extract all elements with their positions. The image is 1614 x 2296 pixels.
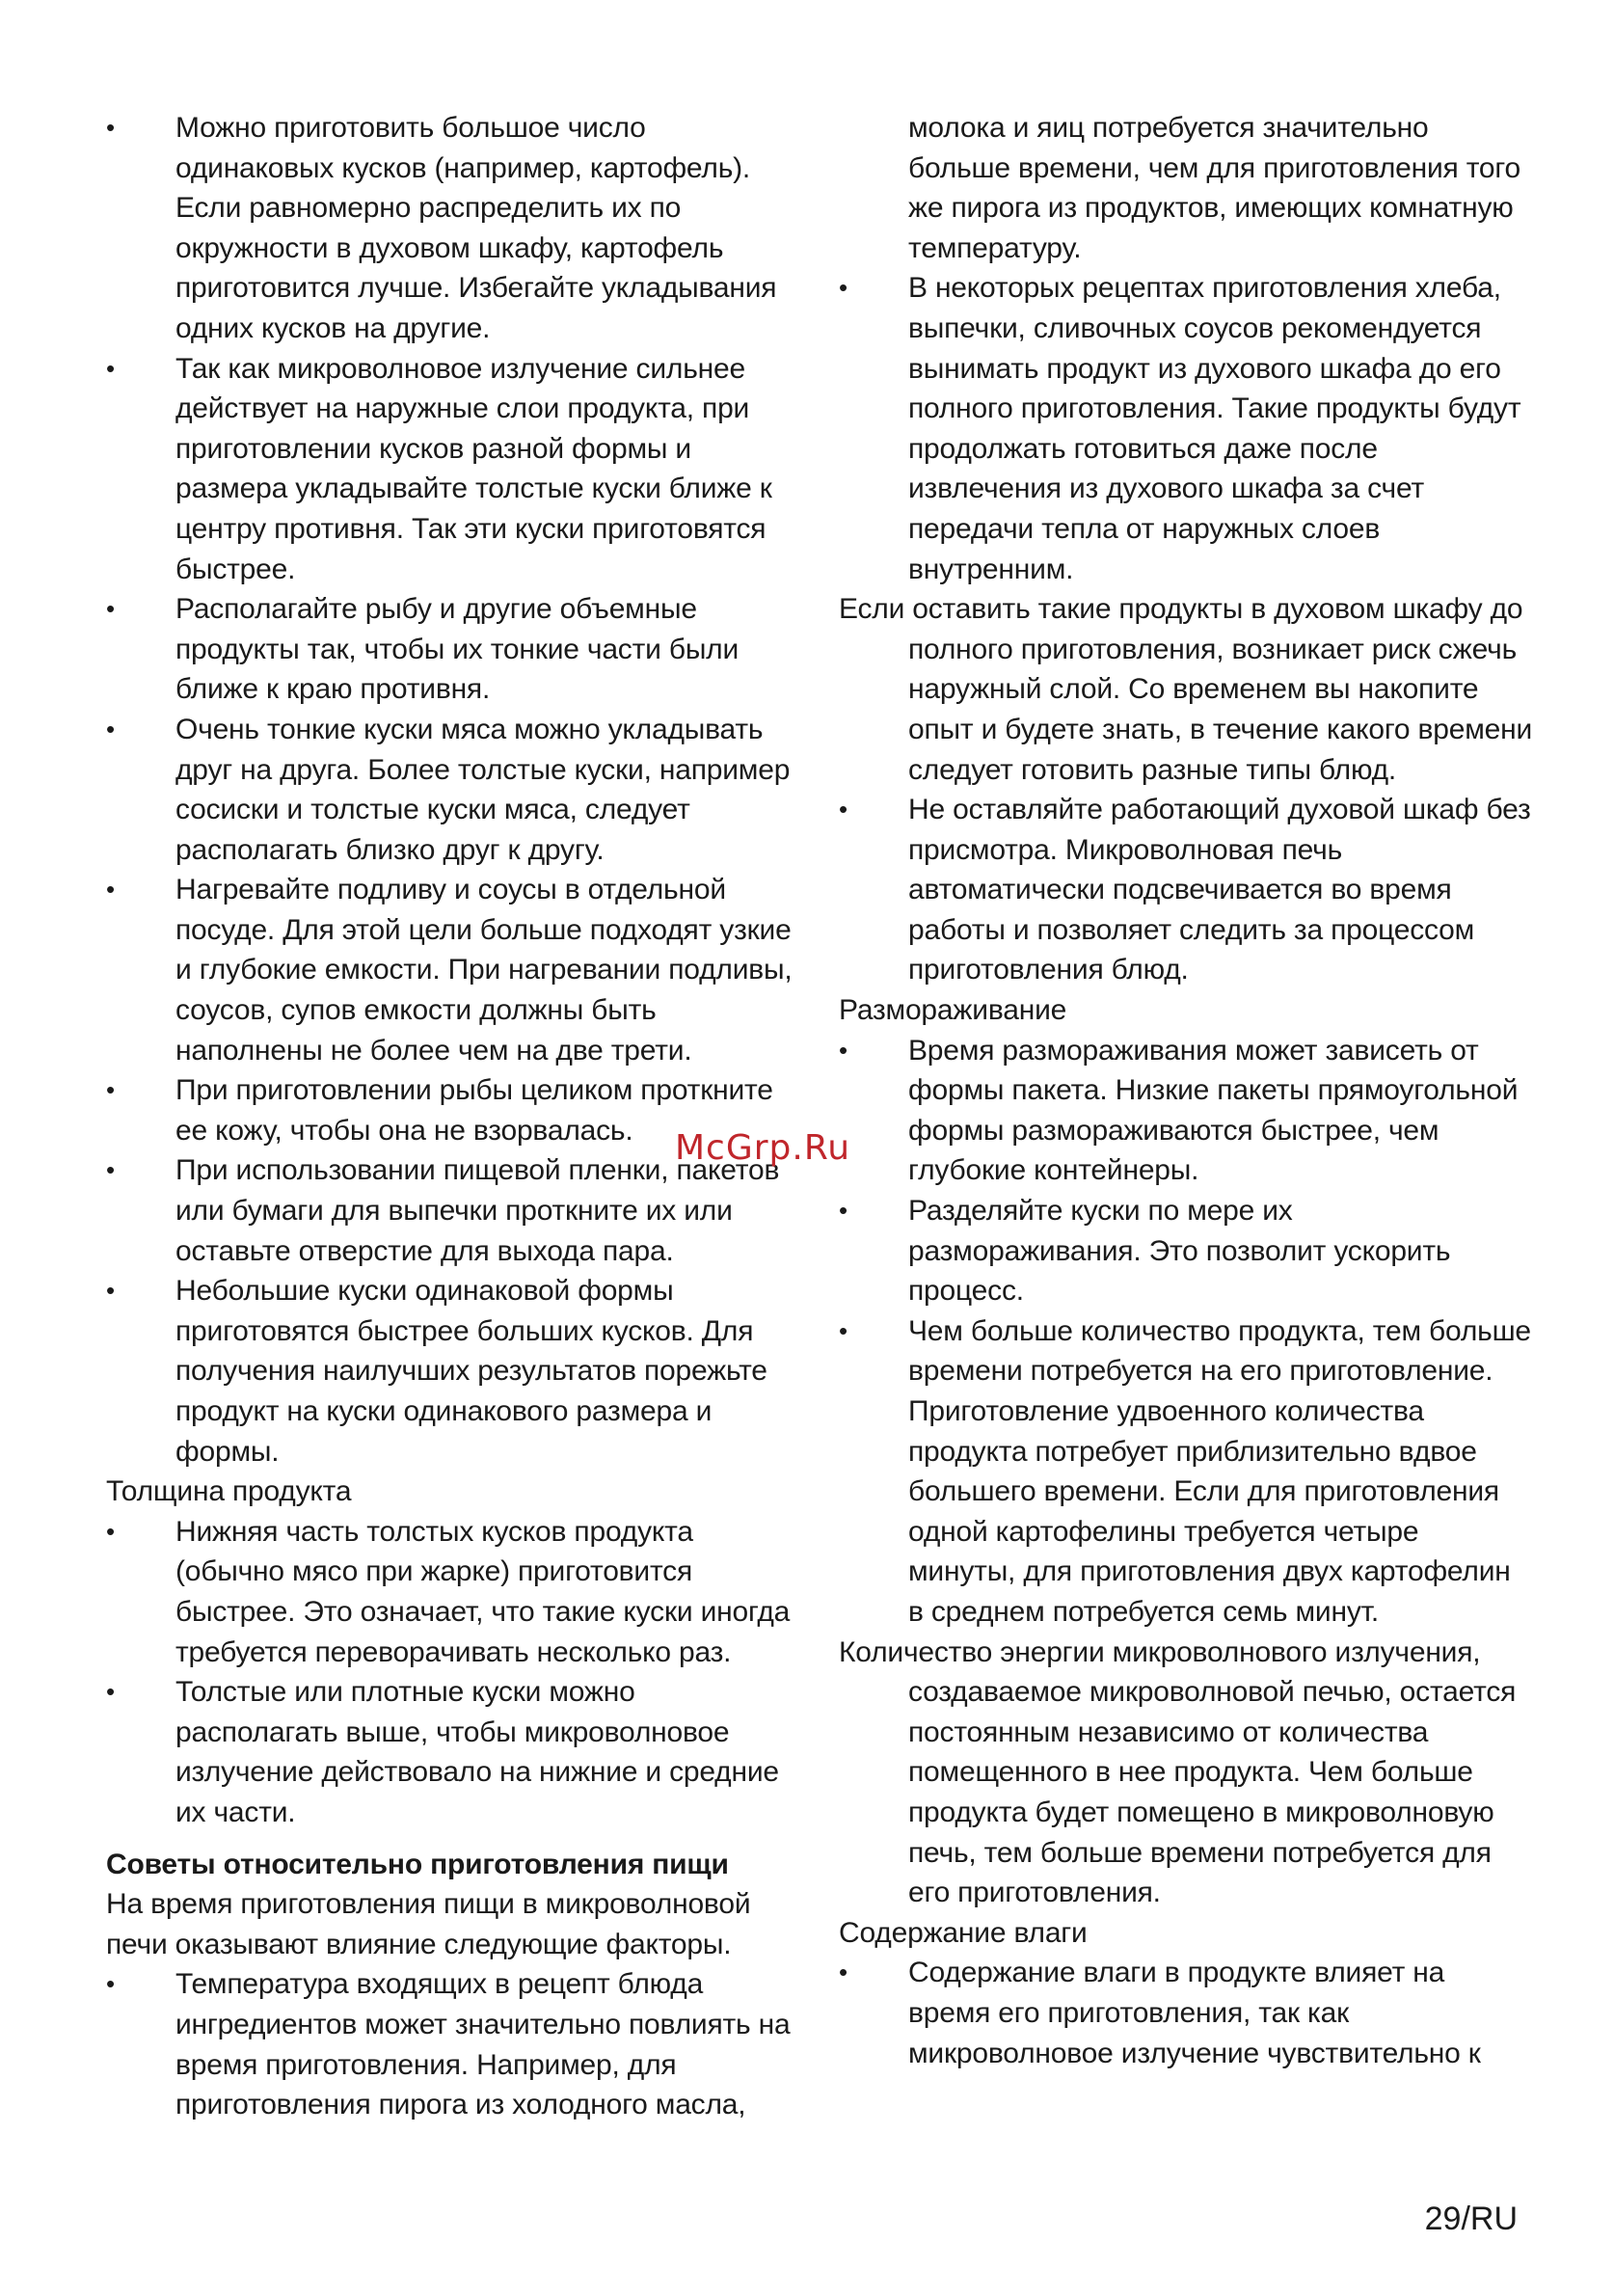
bullet-marker: • — [839, 1035, 847, 1065]
list-item-moisture — [839, 1953, 1533, 2073]
subheading-moisture: Содержание влаги — [839, 1916, 1088, 1949]
list-item-text: Температура входящих в рецепт блюда ингредиентов может значительно повлиять на время приготовления. Например, для приготовления пирога из холодного масла, — [175, 1968, 791, 2121]
bullet-marker: • — [106, 1969, 115, 1999]
list-item-text: Нижняя часть толстых кусков продукта (обычно мясо при жарке) приготовится быстрее. Это означает, что такие куски иногда требуется переворачивать несколько раз. — [175, 1515, 791, 1668]
list-item-text: Разделяйте куски по мере их размораживания. Это позволит ускорить процесс. — [908, 1195, 1451, 1308]
bullet-marker: • — [839, 795, 847, 824]
list-item-text: Чем больше количество продукта, тем больше времени потребуется на его приготовление. Приготовление удвоенного количества продукта потребует приблизительно вдвое большего времени. Если для приготовления одной картофелины требуется четыре минуты, для приготовления двух картофелин в среднем потребуется семь минут. — [908, 1314, 1531, 1628]
bullet-marker: • — [839, 1315, 847, 1345]
left-column — [106, 108, 800, 2125]
paragraph-energy: Количество энергии микроволнового излучения, создаваемое микроволновой печью, остается постоянным независимо от количества помещенного в нее продукта. Чем больше продукта будет помещено в микроволновую печь, тем больше времени потребуется для его приготовления. — [839, 1635, 1517, 1909]
bullet-marker: • — [839, 1196, 847, 1226]
list-item-text: Можно приготовить большое число одинаковых кусков (например, картофель). Если равномерно распределить их по окружности в духовом шкафу, картофель приготовится лучше. Избегайте укладывания одних кусков на другие. — [175, 112, 777, 344]
list-item — [839, 1311, 1533, 1633]
list-item — [106, 1271, 800, 1472]
list-item — [106, 710, 800, 870]
list-item-text: Располагайте рыбу и другие объемные продукты так, чтобы их тонкие части были ближе к краю противня. — [175, 593, 740, 706]
bullet-marker: • — [106, 113, 115, 142]
watermark-logo: McGrp.Ru — [675, 1128, 851, 1168]
list-item-text: Нагревайте подливу и соусы в отдельной посуде. Для этой цели больше подходят узкие и глубокие емкости. При нагревании подливы, соусов, супов емкости должны быть наполнены не более чем на две трети. — [175, 874, 793, 1067]
bullet-marker: • — [106, 353, 115, 383]
bullet-marker: • — [106, 875, 115, 905]
paragraph-risk: Если оставить такие продукты в духовом шкафу до полного приготовления, возникает риск сжечь наружный слой. Со временем вы накопите опыт и будете знать, в течение какого времени следует готовить разные типы блюд. — [839, 593, 1533, 786]
list-item-text: При приготовлении рыбы целиком проткните ее кожу, чтобы она не взорвалась. — [175, 1074, 773, 1147]
bullet-list-placement — [106, 108, 800, 1472]
list-item — [106, 870, 800, 1070]
subheading-defrost: Размораживание — [839, 994, 1067, 1027]
list-item — [106, 1512, 800, 1672]
list-item-text: Время размораживания может зависеть от формы пакета. Низкие пакеты прямоугольной формы размораживаются быстрее, чем глубокие контейнеры. — [908, 1034, 1519, 1187]
list-item — [106, 108, 800, 349]
right-column — [839, 108, 1533, 2073]
list-item — [106, 1672, 800, 1832]
bullet-marker: • — [106, 1075, 115, 1105]
list-item-temperature — [106, 1964, 800, 2124]
bullet-list-thickness — [106, 1512, 800, 1833]
section-heading-tips: Советы относительно приготовления пищи — [106, 1848, 729, 1880]
bullet-marker: • — [106, 714, 115, 743]
list-item — [106, 589, 800, 710]
list-item-text: Так как микроволновое излучение сильнее действует на наружные слои продукта, при приготовлении кусков разной формы и размера укладывайте толстые куски ближе к центру противня. Так эти куски приготовятся быстрее. — [175, 352, 772, 585]
bullet-marker: • — [839, 273, 847, 303]
bullet-marker: • — [106, 1516, 115, 1546]
list-item — [106, 349, 800, 590]
bullet-marker: • — [839, 1958, 847, 1987]
intro-tips: На время приготовления пищи в микроволновой печи оказывают влияние следующие факторы. — [106, 1888, 751, 1960]
list-item-text: Содержание влаги в продукте влияет на время его приготовления, так как микроволновое излучение чувствительно к — [908, 1957, 1481, 2069]
list-item-text: Очень тонкие куски мяса можно укладывать друг на друга. Более толстые куски, например сосиски и толстые куски мяса, следует располагать близко друг к другу. — [175, 713, 791, 866]
subheading-thickness: Толщина продукта — [106, 1475, 352, 1508]
list-item-bread — [839, 268, 1533, 589]
list-item-text: В некоторых рецептах приготовления хлеба, выпечки, сливочных соусов рекомендуется вынимать продукт из духового шкафа до его полного приготовления. Такие продукты будут продолжать готовиться даже после извлечения из духового шкафа за счет передачи тепла от наружных слоев внутренним. — [908, 272, 1521, 585]
list-item-text: Не оставляйте работающий духовой шкаф без присмотра. Микроволновая печь автоматически подсвечивается во время работы и позволяет следить за процессом приготовления блюд. — [908, 794, 1531, 986]
list-item-text: Толстые или плотные куски можно располагать выше, чтобы микроволновое излучение действовало на нижние и средние их части. — [175, 1676, 779, 1828]
continuation-text: молока и яиц потребуется значительно больше времени, чем для приготовления того же пирога из продуктов, имеющих комнатную температуру. — [908, 112, 1520, 264]
list-item-text: При использовании пищевой пленки, пакетов или бумаги для выпечки проткните их или оставьте отверстие для выхода пара. — [175, 1154, 780, 1267]
list-item — [839, 1191, 1533, 1311]
bullet-marker: • — [106, 1677, 115, 1707]
page-number: 29/RU — [1424, 2201, 1518, 2237]
list-item-text: Небольшие куски одинаковой формы приготовятся быстрее больших кусков. Для получения наилучших результатов порежьте продукт на куски одинакового размера и формы. — [175, 1275, 767, 1468]
list-item-unattended — [839, 790, 1533, 990]
list-item — [839, 1031, 1533, 1191]
list-item — [106, 1150, 800, 1271]
bullet-marker: • — [106, 594, 115, 624]
bullet-list-defrost — [839, 1031, 1533, 1633]
bullet-marker: • — [106, 1276, 115, 1306]
bullet-marker: • — [106, 1155, 115, 1185]
